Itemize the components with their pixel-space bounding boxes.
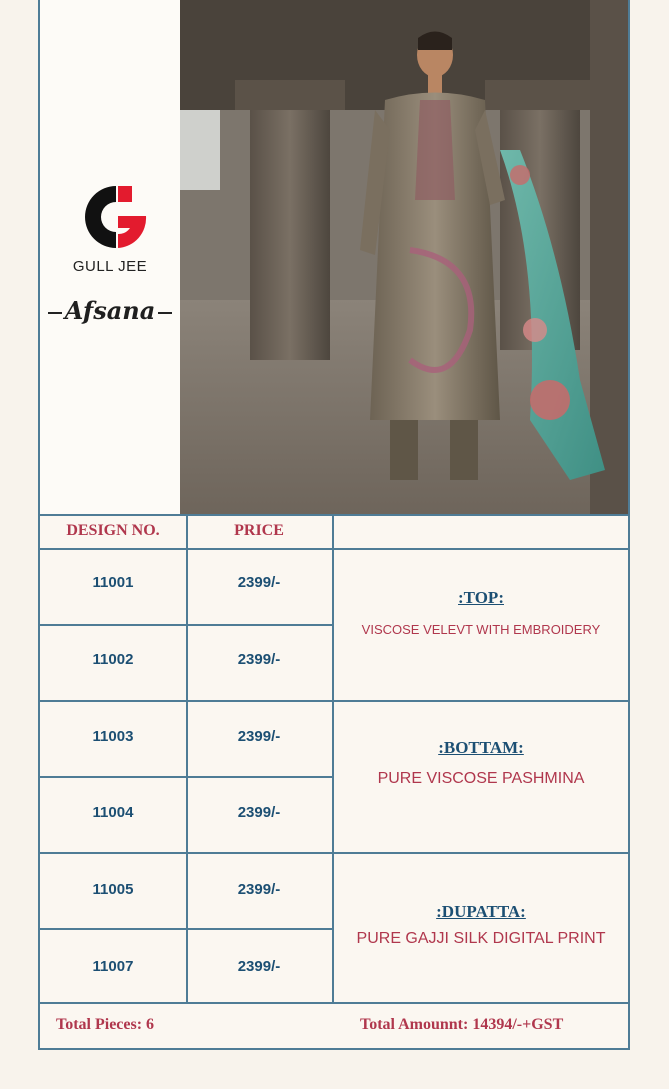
fabric-bottom: :BOTTAM: PURE VISCOSE PASHMINA: [377, 738, 585, 787]
design-no-cell: 11004: [92, 804, 134, 821]
design-no-cell: 11005: [92, 881, 134, 898]
design-no-header: DESIGN NO.: [66, 522, 160, 539]
price-cell: 2399/-: [237, 881, 281, 898]
price-table: [40, 514, 628, 1002]
brand-name: GULL JEE: [72, 258, 148, 275]
price-cell: 2399/-: [237, 804, 281, 821]
fabric-top: :TOP: VISCOSE VELEVT WITH EMBROIDERY: [361, 588, 601, 637]
design-no-cell: 11007: [92, 958, 134, 975]
model-photo: [180, 0, 628, 514]
price-cell: 2399/-: [237, 958, 281, 975]
design-no-cell: 11002: [92, 651, 134, 668]
design-no-cell: 11003: [92, 728, 134, 745]
price-cell: 2399/-: [237, 651, 281, 668]
price-cell: 2399/-: [237, 574, 281, 591]
total-pieces: Total Pieces: 6: [56, 1016, 155, 1033]
price-header: PRICE: [234, 522, 284, 539]
brand-panel: [40, 0, 180, 514]
total-amount: Total Amounnt: 14394/-+GST: [360, 1016, 564, 1033]
gull-jee-logo-icon: [78, 180, 150, 256]
collection-name: Afsana: [40, 296, 180, 325]
fabric-dupatta: :DUPATTA: PURE GAJJI SILK DIGITAL PRINT: [356, 902, 606, 947]
design-no-cell: 11001: [92, 574, 134, 591]
price-cell: 2399/-: [237, 728, 281, 745]
